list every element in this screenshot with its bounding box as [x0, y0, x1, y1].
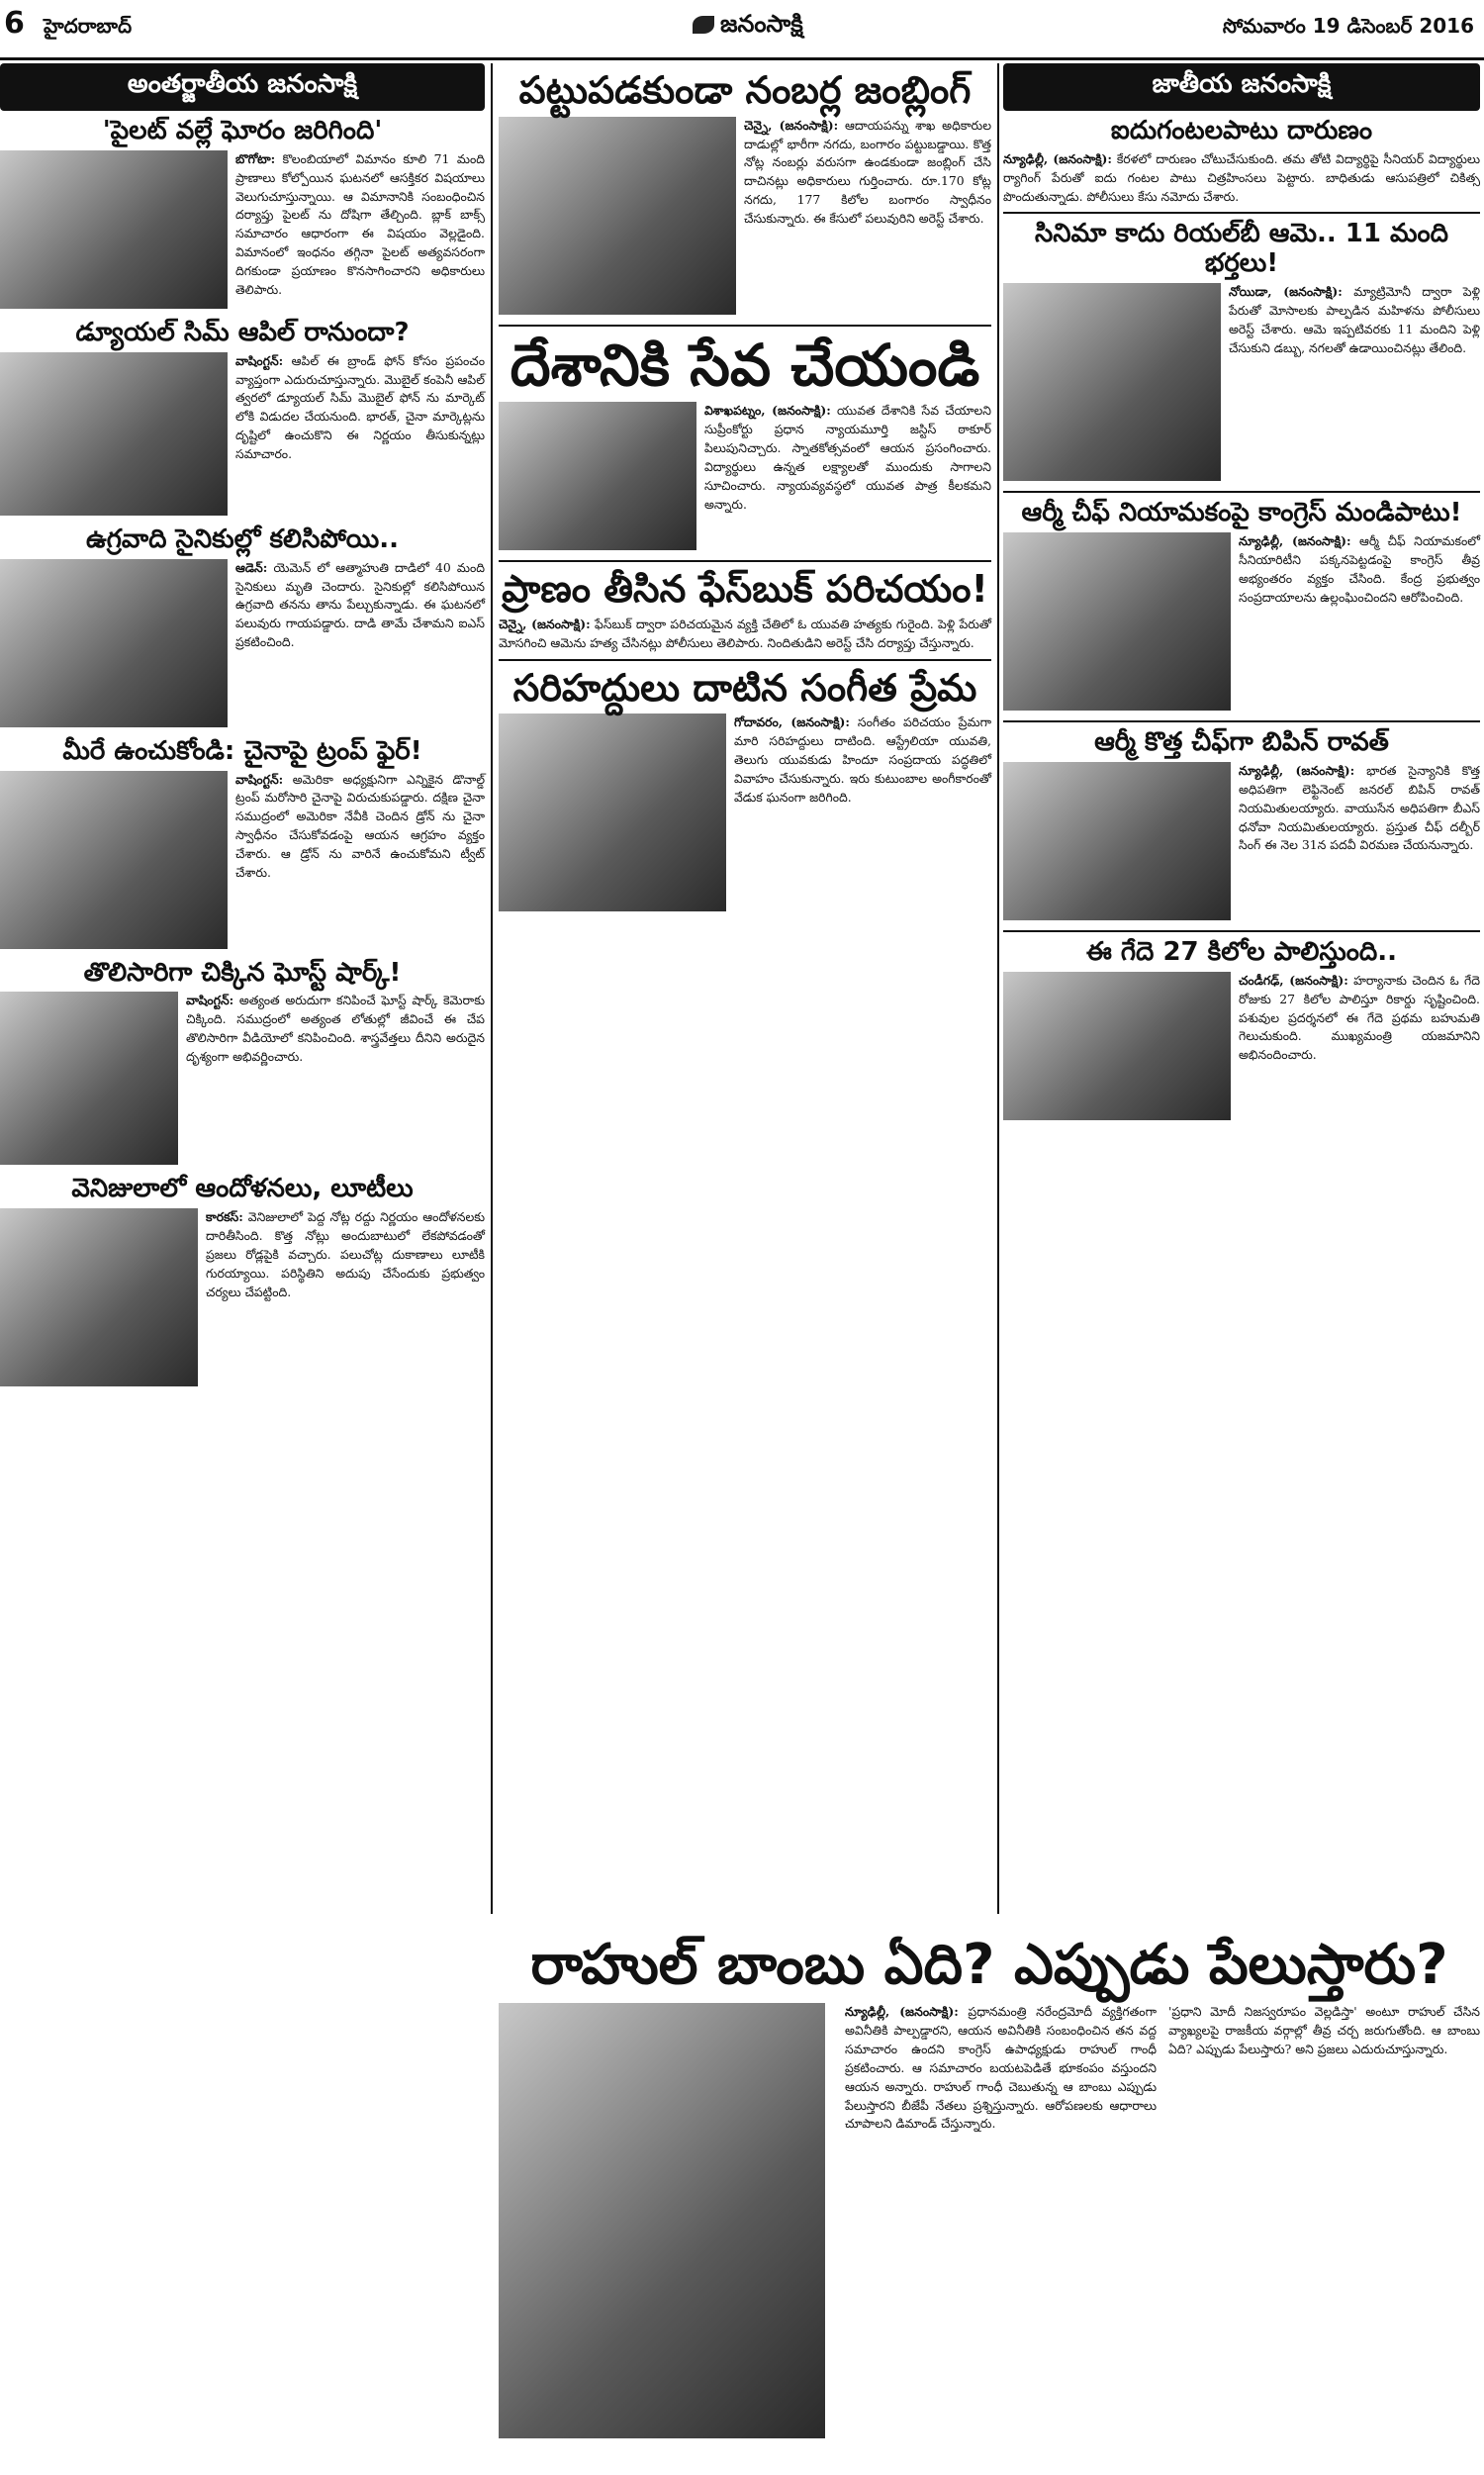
photo-seized-cash	[499, 117, 736, 315]
divider	[1003, 491, 1480, 493]
dateline: న్యూఢిల్లీ, (జనంసాక్షి):	[1239, 762, 1355, 778]
article-text: మ్యాట్రిమోనీ ద్వారా పెళ్లి పేరుతో మోసాలకు పాల్పడిన మహిళను పోలీసులు అరెస్ట్ చేశారు. ఆమె ఇప్పటివరకు 11 మందిని పెళ్లి చేసుకుని డబ్బు, నగలతో ఉడాయించినట్లు తేలింది.	[1229, 284, 1480, 355]
dateline: చెన్నై, (జనంసాక్షి):	[499, 617, 591, 632]
headline: మీరే ఉంచుకోండి: చైనాపై ట్రంప్ ఫైర్!	[62, 735, 422, 766]
bottom-story-columns	[499, 2003, 1480, 2442]
article-body	[1168, 2003, 1480, 2442]
city-name: హైదరాబాద్	[44, 14, 133, 38]
photo-rahul-gandhi	[499, 2003, 825, 2438]
photo-ghost-shark	[0, 992, 178, 1165]
article-text: సంగీతం పరిచయం ప్రేమగా మారి సరిహద్దులు దాటింది. ఆస్ట్రేలియా యువతి, తెలుగు యువకుడు హిందూ సంప్రదాయ పద్ధతిలో వివాహం చేసుకున్నారు. ఇరు కుటుంబాల అంగీకారంతో వేడుక ఘనంగా జరిగింది.	[734, 714, 991, 805]
photo-plane-crash	[0, 150, 228, 309]
divider	[499, 560, 991, 562]
article-text: కొలంబియాలో విమానం కూలి 71 మంది ప్రాణాలు కోల్పోయిన ఘటనలో ఆసక్తికర విషయాలు వెలుగుచూస్తున్నాయి. ఆ విమానానికి సంబంధించిన దర్యాప్తు పైలట్ ను దోషిగా తేల్చింది. బ్లాక్ బాక్స్ సమాచారం ఆధారంగా ఈ విషయం వెల్లడైంది. విమానంలో ఇంధనం తగ్గినా పైలట్ అత్యవసరంగా దిగకుండా ప్రయాణం కొనసాగించారని అధికారులు తెలిపారు.	[235, 150, 485, 297]
page-number: 6	[4, 6, 25, 41]
section-header: అంతర్జాతీయ జనంసాక్షి	[0, 63, 485, 111]
dateline: న్యూఢిల్లీ, (జనంసాక్షి):	[845, 2004, 959, 2020]
article-text: వెనిజులాలో పెద్ద నోట్ల రద్దు నిర్ణయం ఆందోళనలకు దారితీసింది. కొత్త నోట్లు అందుబాటులో లేకపోవడంతో ప్రజలు రోడ్లపైకి వచ్చారు. పలుచోట్ల దుకాణాలు లూటీకి గురయ్యాయి. పరిస్థితిని అదుపు చేసేందుకు ప్రభుత్వం చర్యలు చేపట్టింది.	[206, 1209, 485, 1299]
dateline: ఆడెన్:	[235, 559, 268, 575]
article-body	[1003, 150, 1480, 207]
dateline: న్యూఢిల్లీ, (జనంసాక్షి):	[1239, 533, 1351, 549]
photo-soldiers	[0, 559, 228, 727]
center-column	[499, 63, 991, 915]
dateline: న్యూఢిల్లీ, (జనంసాక్షి):	[1003, 150, 1112, 166]
logo-icon	[693, 16, 714, 34]
article-text: కేరళలో దారుణం చోటుచేసుకుంది. తమ తోటి విద్యార్థిపై సీనియర్ విద్యార్థులు ర్యాగింగ్ పేరుతో ఐదు గంటల పాటు చిత్రహింసలు పెట్టారు. బాధితుడు ఆసుపత్రిలో చికిత్స పొందుతున్నాడు. పోలీసులు కేసు నమోదు చేశారు.	[1003, 150, 1480, 204]
article-text: ఫేస్‌బుక్ ద్వారా పరిచయమైన వ్యక్తి చేతిలో ఓ యువతి హత్యకు గురైంది. పెళ్లి పేరుతో మోసగించి ఆమెను హత్య చేసినట్లు పోలీసులు తెలిపారు. నిందితుడిని అరెస్ట్ చేసి దర్యాప్తు చేస్తున్నారు.	[499, 617, 991, 650]
article-text: ఆపిల్ ఈ బ్రాండ్ ఫోన్ కోసం ప్రపంచం వ్యాప్తంగా ఎదురుచూస్తున్నారు. మొబైల్ కంపెనీ ఆపిల్ త్వరలో డ్యూయల్ సిమ్ మొబైల్ ఫోన్ ను మార్కెట్ లోకి విడుదల చేయనుంది. భారత్, చైనా మార్కెట్లను దృష్టిలో ఉంచుకొని ఈ నిర్ణయం తీసుకున్నట్లు సమాచారం.	[235, 352, 485, 461]
article-text: అత్యంత అరుదుగా కనిపించే ఘోస్ట్ షార్క్ కెమెరాకు చిక్కింది. సముద్రంలో అత్యంత లోతుల్లో జీవించే ఈ చేప తొలిసారిగా వీడియోలో కనిపించింది. శాస్త్రవేత్తలు దీనిని అరుదైన దృశ్యంగా అభివర్ణించారు.	[186, 993, 485, 1064]
photo-venezuela-protest	[0, 1208, 198, 1386]
dateline: విశాఖపట్నం, (జనంసాక్షి):	[704, 403, 831, 419]
photo-couple	[499, 714, 726, 911]
dateline: చండీగఢ్, (జనంసాక్షి):	[1239, 972, 1348, 988]
article-text: అమెరికా అధ్యక్షునిగా ఎన్నికైన డొనాల్డ్ ట్రంప్ మరోసారి చైనాపై విరుచుకుపడ్డారు. దక్షిణ చైనా సముద్రంలో అమెరికా నేవీకి చెందిన డ్రోన్ ను చైనా స్వాధీనం చేసుకోవడంపై ఆయన ఆగ్రహం వ్యక్తం చేశారు. ఆ డ్రోన్ ను వారినే ఉంచుకోమని ట్వీట్ చేశారు.	[235, 771, 485, 880]
divider	[1003, 930, 1480, 932]
article-text: యెమెన్ లో ఆత్మాహుతి దాడిలో 40 మంది సైనికులు మృతి చెందారు. సైనికుల్లో కలిసిపోయిన ఉగ్రవాది తనను తాను పేల్చుకున్నాడు. ఈ ఘటనలో పలువురు గాయపడ్డారు. దాడి తామే చేశామని ఐఎస్ ప్రకటించింది.	[235, 559, 485, 650]
article-body	[499, 616, 991, 653]
divider	[1003, 720, 1480, 722]
article-text: ఆదాయపన్ను శాఖ అధికారుల దాడుల్లో భారీగా నగదు, బంగారం పట్టుబడ్డాయి. కొత్త నోట్ల నంబర్లు వరుసగా ఉండకుండా జంబ్లింగ్ చేసి దాచినట్లు అధికారులు గుర్తించారు. రూ.170 కోట్ల నగదు, 177 కిలోల బంగారం స్వాధీనం చేసుకున్నారు. ఈ కేసులో పలువురిని అరెస్ట్ చేశారు.	[744, 117, 991, 226]
column-divider	[997, 63, 999, 1914]
dateline: వాషింగ్టన్:	[235, 352, 284, 368]
article-body	[845, 2003, 1157, 2442]
headline: 'పైలట్ వల్లే ఘోరం జరిగింది'	[102, 116, 383, 145]
dateline: గోదావరం, (జనంసాక్షి):	[734, 714, 850, 730]
headline: సినిమా కాదు రియల్‌బీ ఆమె.. 11 మంది భర్తలు!	[1034, 219, 1449, 279]
brand-text: జనంసాక్షి	[720, 10, 803, 38]
headline: ఉగ్రవాది సైనికుల్లో కలిసిపోయి..	[86, 524, 399, 554]
article-text: భారత సైన్యానికి కొత్త అధిపతిగా లెఫ్టినెంట్ జనరల్ బిపిన్ రావత్ నియమితులయ్యారు. వాయుసేన అధిపతిగా బీఎస్ ధనోవా నియమితులయ్యారు. ప్రస్తుత చీఫ్ దల్బీర్ సింగ్ ఈ నెల 31న పదవీ విరమణ చేయనున్నారు.	[1239, 762, 1480, 853]
headline: దేశానికి సేవ చేయండి	[510, 331, 980, 399]
photo-trump	[0, 771, 228, 949]
headline: పట్టుపడకుండా నంబర్ల జంబ్లింగ్	[518, 68, 972, 112]
dateline: వాషింగ్టన్:	[235, 771, 284, 787]
dateline: నోయిడా, (జనంసాక్షి):	[1229, 284, 1343, 300]
photo-army-officer	[1003, 532, 1231, 711]
headline: రాహుల్ బాంబు ఏది? ఎప్పుడు పేలుస్తారు?	[530, 1933, 1448, 1997]
divider	[499, 659, 991, 661]
headline: ఈ గేదె 27 కిలోల పాలిస్తుంది..	[1085, 936, 1397, 967]
issue-date: సోమవారం 19 డిసెంబర్ 2016	[1222, 14, 1474, 38]
headline: ప్రాణం తీసిన ఫేస్‌బుక్ పరిచయం!	[502, 567, 988, 612]
photo-army-chiefs	[1003, 762, 1231, 920]
masthead	[0, 0, 1484, 60]
article-text: రాహుల్ గాంధీ చెబుతున్న ఆ బాంబు ఎప్పుడు పేలుస్తారని బీజేపీ నేతలు ప్రశ్నిస్తున్నారు. ఆరోపణలకు ఆధారాలు చూపాలని డిమాండ్ చేస్తున్నారు.	[845, 2078, 1157, 2132]
headline: ఆర్మీ కొత్త చీఫ్‌గా బిపిన్ రావత్	[1094, 727, 1389, 758]
headline: తొలిసారిగా చిక్కిన ఘోస్ట్ షార్క్!	[83, 957, 402, 988]
dateline: వాషింగ్టన్:	[186, 993, 234, 1008]
photo-crowd	[0, 352, 228, 516]
divider	[1003, 212, 1480, 214]
photo-buffalo	[1003, 972, 1231, 1120]
article-text: హర్యానాకు చెందిన ఓ గేదె రోజుకు 27 కిలోల పాలిస్తూ రికార్డు సృష్టించింది. పశువుల ప్రదర్శనలో ఈ గేదె ప్రథమ బహుమతి గెలుచుకుంది. ముఖ్యమంత్రి యజమానిని అభినందించారు.	[1239, 972, 1480, 1063]
headline: సరిహద్దులు దాటిన సంగీత ప్రేమ	[512, 665, 977, 710]
left-column	[0, 63, 485, 1390]
brand-title	[693, 10, 803, 44]
column-divider	[491, 63, 493, 1914]
headline: వెనిజులాలో ఆందోళనలు, లూటీలు	[71, 1174, 414, 1204]
article-text: ఆర్మీ చీఫ్ నియామకంలో సీనియారిటీని పక్కనపెట్టడంపై కాంగ్రెస్ తీవ్ర అభ్యంతరం వ్యక్తం చేసింది. కేంద్ర ప్రభుత్వం సంప్రదాయాలను ఉల్లంఘించిందని ఆరోపించింది.	[1239, 533, 1480, 605]
right-column	[1003, 63, 1480, 1124]
article-text: ప్రధానమంత్రి నరేంద్రమోదీ వ్యక్తిగతంగా అవినీతికి పాల్పడ్డారని, ఆయన అవినీతికి సంబంధించిన తన వద్ద సమాచారం ఉందని కాంగ్రెస్ ఉపాధ్యక్షుడు రాహుల్ గాంధీ ప్రకటించారు. ఆ సమాచారం బయటపెడితే భూకంపం వస్తుందని ఆయన అన్నారు.	[845, 2004, 1157, 2094]
photo-wedding-hands	[1003, 283, 1221, 481]
divider	[499, 325, 991, 327]
dateline: చెన్నై, (జనంసాక్షి):	[744, 117, 839, 133]
headline: ఆర్మీ చీఫ్ నియామకంపై కాంగ్రెస్ మండిపాటు!	[1021, 498, 1462, 528]
headline: డ్యూయల్ సిమ్ ఆపిల్ రానుందా?	[75, 317, 410, 347]
photo-convocation	[499, 402, 696, 550]
dateline: కారకస్:	[206, 1209, 243, 1225]
bottom-story	[499, 1928, 1480, 2462]
article-text: 'ప్రధాని మోదీ నిజస్వరూపం వెల్లడిస్తా' అంటూ రాహుల్ చేసిన వ్యాఖ్యలపై రాజకీయ వర్గాల్లో తీవ్ర చర్చ జరుగుతోంది. ఆ బాంబు ఏది? ఎప్పుడు పేలుస్తారు? అని ప్రజలు ఎదురుచూస్తున్నారు.	[1168, 2004, 1480, 2057]
section-header: జాతీయ జనంసాక్షి	[1003, 63, 1480, 111]
dateline: బొగోటా:	[235, 150, 276, 166]
article-text: యువత దేశానికి సేవ చేయాలని సుప్రీంకోర్టు ప్రధాన న్యాయమూర్తి జస్టిస్ ఠాకూర్ పిలుపునిచ్చారు. స్నాతకోత్సవంలో ఆయన ప్రసంగించారు. విద్యార్థులు ఉన్నత లక్ష్యాలతో ముందుకు సాగాలని సూచించారు. న్యాయవ్యవస్థలో యువత పాత్ర కీలకమని అన్నారు.	[704, 403, 992, 512]
headline: ఐదుగంటలపాటు దారుణం	[1110, 116, 1373, 145]
